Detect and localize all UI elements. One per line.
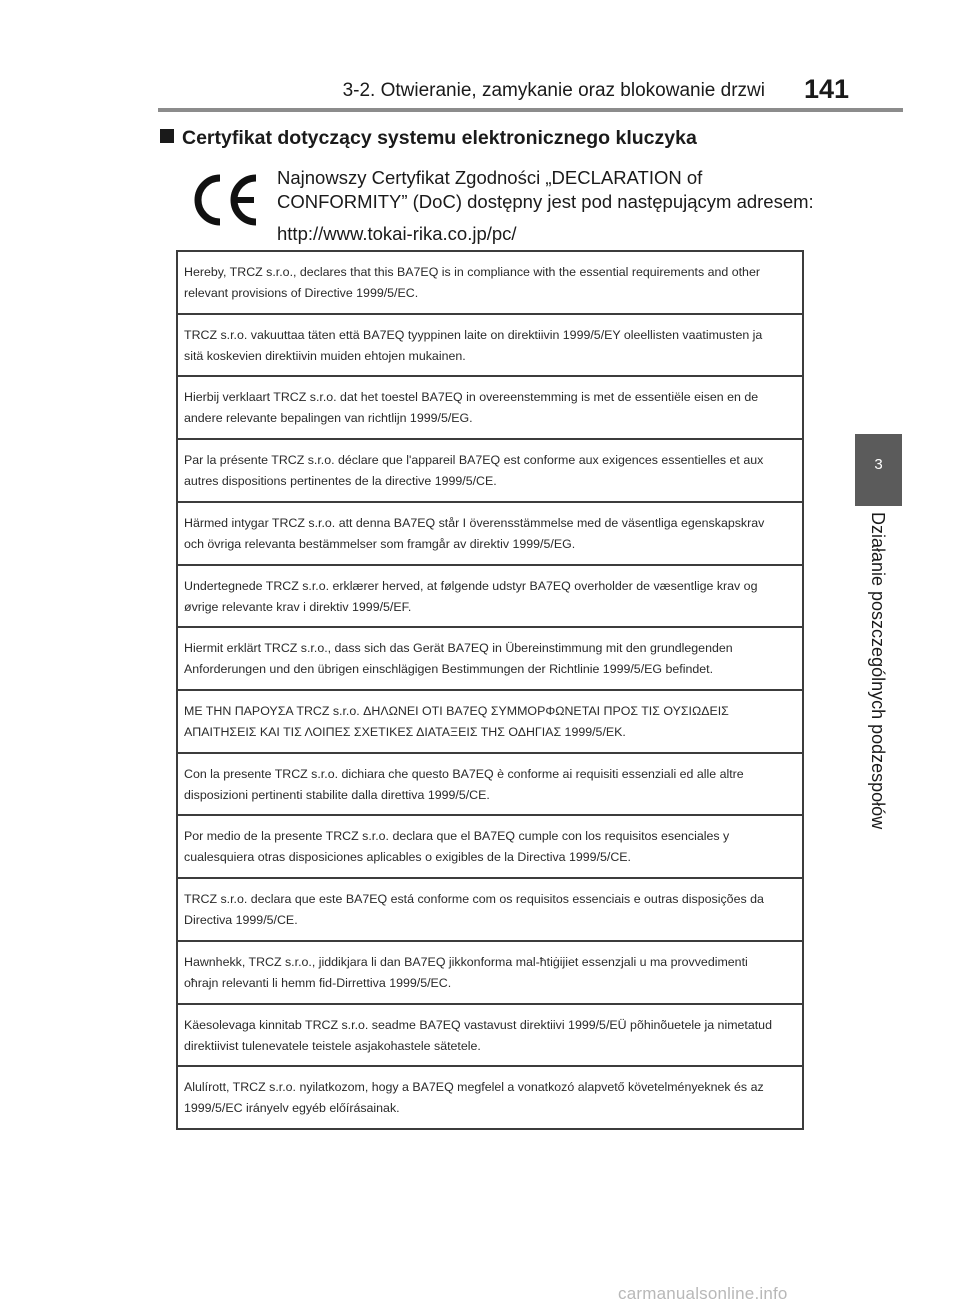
page-header	[0, 74, 960, 110]
intro-block	[277, 166, 837, 246]
declaration-da: Undertegnede TRCZ s.r.o. erklærer herved, at følgende udstyr BA7EQ overholder de væsentlige krav og øvrige relevante krav i direktiv 1999/5/EF.	[178, 566, 802, 629]
declaration-it: Con la presente TRCZ s.r.o. dichiara che questo BA7EQ è conforme ai requisiti essenziali ed alle altre disposizioni pertinenti stabilite dalla direttiva 1999/5/CE.	[178, 754, 802, 817]
header-rule	[158, 108, 903, 112]
declaration-et: Käesolevaga kinnitab TRCZ s.r.o. seadme BA7EQ vastavust direktiivi 1999/5/EÜ põhinõuetele ja nimetatud direktiivist tulenevatele teistele asjakohastele sätetele.	[178, 1005, 802, 1068]
section-title	[160, 126, 697, 150]
square-bullet-icon	[160, 129, 174, 143]
declaration-mt: Hawnhekk, TRCZ s.r.o., jiddikjara li dan BA7EQ jikkonforma mal-ħtiġijiet essenzjali u ma provvedimenti oħrajn relevanti li hemm fid-Dirrettiva 1999/5/EC.	[178, 942, 802, 1005]
declaration-hu: Alulírott, TRCZ s.r.o. nyilatkozom, hogy a BA7EQ megfelel a vonatkozó alapvető követelményeknek és az 1999/5/EC irányelv egyéb előírásainak.	[184, 1080, 764, 1116]
declaration-sv: Härmed intygar TRCZ s.r.o. att denna BA7EQ står I överensstämmelse med de väsentliga egenskapskrav och övriga relevanta bestämmelser som framgår av direktiv 1999/5/EG.	[178, 503, 802, 566]
chapter-number: 3	[874, 456, 883, 473]
section-title-text: Certyfikat dotyczący systemu elektronicznego kluczyka	[182, 127, 697, 149]
declaration-fr: Par la présente TRCZ s.r.o. déclare que l'appareil BA7EQ est conforme aux exigences essentielles et aux autres dispositions pertinentes de la directive 1999/5/CE.	[178, 440, 802, 503]
declaration-es: Por medio de la presente TRCZ s.r.o. declara que el BA7EQ cumple con los requisitos esenciales y cualesquiera otras disposiciones aplicables o exigibles de la Directiva 1999/5/CE.	[178, 816, 802, 879]
declaration-nl: Hierbij verklaart TRCZ s.r.o. dat het toestel BA7EQ in overeenstemming is met de essentiële eisen en de andere relevante bepalingen van richtlijn 1999/5/EG.	[178, 377, 802, 440]
declaration-de: Hiermit erklärt TRCZ s.r.o., dass sich das Gerät BA7EQ in Übereinstimmung mit den grundlegenden Anforderungen und den übrigen einschlägigen Bestimmungen der Richtlinie 1999/5/EG befindet.	[178, 628, 802, 691]
page-number: 141	[804, 74, 850, 104]
chapter-label: Działanie poszczególnych podzespołów	[868, 512, 888, 830]
declaration-en: Hereby, TRCZ s.r.o., declares that this BA7EQ is in compliance with the essential requirements and other relevant provisions of Directive 1999/5/EC.	[178, 252, 802, 315]
declaration-pt: TRCZ s.r.o. declara que este BA7EQ está conforme com os requisitos essenciais e outras disposições da Directiva 1999/5/CE.	[178, 879, 802, 942]
ce-mark-icon	[190, 172, 260, 228]
watermark: carmanualsonline.info	[618, 1284, 788, 1303]
doc-url: http://www.tokai-rika.co.jp/pc/	[277, 223, 517, 244]
intro-text: Najnowszy Certyfikat Zgodności „DECLARATION of CONFORMITY” (DoC) dostępny jest pod następującym adresem:	[277, 167, 814, 212]
chapter-tab	[855, 434, 902, 506]
declaration-el: ΜΕ ΤΗΝ ΠΑΡΟΥΣΑ TRCZ s.r.o. ΔΗΛΩΝΕΙ ΟΤΙ BA7EQ ΣΥΜΜΟΡΦΩΝΕΤΑΙ ΠΡΟΣ ΤΙΣ ΟΥΣΙΩΔΕΙΣ ΑΠΑΙΤΗΣΕΙΣ ΚΑΙ ΤΙΣ ΛΟΙΠΕΣ ΣΧΕΤΙΚΕΣ ΔΙΑΤΑΞΕΙΣ ΤΗΣ ΟΔΗΓΙΑΣ 1999/5/ΕΚ.	[178, 691, 802, 754]
declaration-fi: TRCZ s.r.o. vakuuttaa täten että BA7EQ tyyppinen laite on direktiivin 1999/5/EY oleellisten vaatimusten ja sitä koskevien direktiivin muiden ehtojen mukainen.	[178, 315, 802, 378]
header-section-text: 3-2. Otwieranie, zamykanie oraz blokowanie drzwi	[342, 80, 765, 101]
declarations-table	[176, 250, 804, 1130]
